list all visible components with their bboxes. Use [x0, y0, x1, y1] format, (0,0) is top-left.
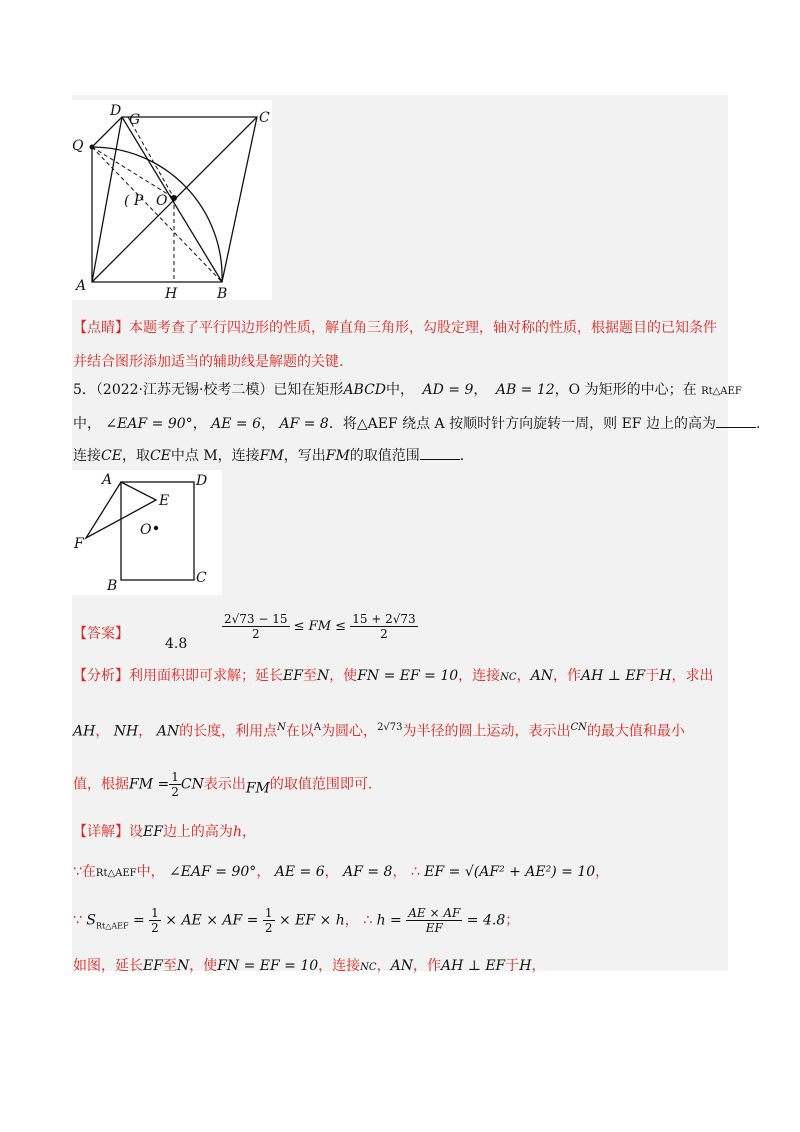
analysis-line-1: 【分析】利用面积即可求解；延长EF至N，使FN = EF = 10，连接NC，AN，作AH ⊥ EF于H，求出: [73, 668, 714, 684]
detail-line-2: ∵在Rt△AEF中， ∠EAF = 90°， AE = 6， AF = 8， ∴ EF = √(AF² + AE²) = 10，: [73, 864, 610, 880]
answer-range: $\frac{2√73 - 15}{2}$ ≤ FM ≤ $\frac{15 + 2√73}{2}$: [224, 612, 416, 641]
detail-line-3: ∵ $S_{Rt\triangle AEF}$ = $\frac{1}{2}$ × AE × AF = $\frac{1}{2}$ × EF × h， ∴ h = $\frac{AE \times AF}{EF}$ = 4.8；: [73, 906, 520, 935]
label-a: A: [76, 278, 87, 294]
comment-tag: 【点睛】: [73, 320, 129, 336]
because-symbol: ∵: [73, 912, 82, 929]
analysis-line-3: 值，根据FM = $\frac{1}{2}$ CN表示出FM的取值范围即可.: [73, 770, 373, 799]
detail-line-1: 【详解】设EF边上的高为h，: [73, 824, 256, 840]
geometry-figure-parallelogram: [72, 100, 272, 300]
answer-value-1: 4.8: [165, 636, 188, 652]
label-a: A: [102, 472, 113, 488]
label-d: D: [196, 473, 208, 489]
point-o: [154, 526, 158, 530]
label-d: D: [110, 103, 122, 119]
label-c: C: [196, 570, 207, 586]
comment-line-2: 并结合图形添加适当的辅助线是解题的关键.: [73, 354, 344, 370]
label-b: B: [107, 578, 118, 594]
point-o: [171, 195, 177, 201]
answer-blank-2[interactable]: [420, 445, 460, 460]
therefore-symbol: ∴: [410, 864, 420, 880]
detail-tag: 【详解】: [73, 824, 129, 840]
label-e: E: [159, 493, 170, 509]
label-b: B: [217, 286, 228, 300]
label-o: O: [140, 522, 152, 538]
therefore-symbol: ∴: [363, 912, 373, 929]
answer-tag: 【答案】: [73, 626, 129, 642]
comment-line-1: 【点睛】本题考查了平行四边形的性质，解直角三角形，勾股定理，轴对称的性质，根据题目的已知条件: [73, 320, 717, 336]
problem-line-3: 连接CE，取CE中点 M，连接FM，写出FM的取值范围 .: [73, 445, 464, 466]
because-symbol: ∵: [73, 864, 82, 880]
answer-blank-1[interactable]: [716, 413, 756, 428]
analysis-line-2: AH， NH， AN的长度，利用点$^N$在以$^A$为圆心，$^{2√73}$为半径的圆上运动，表示出$^{CN}$的最大值和最小: [73, 722, 685, 740]
label-g: G: [129, 112, 141, 128]
point-q: [90, 145, 95, 150]
label-q: Q: [72, 138, 84, 154]
analysis-tag: 【分析】: [73, 668, 129, 684]
problem-line-1: 5．（2022·江苏无锡·校考二模）已知在矩形ABCD中， AD = 9， AB = 12，O 为矩形的中心；在 Rt△AEF: [73, 382, 742, 398]
detail-line-4: 如图，延长EF至N，使FN = EF = 10，连接NC，AN，作AH ⊥ EF于H，: [73, 958, 546, 974]
label-o: O: [156, 193, 168, 209]
label-f: F: [74, 536, 84, 552]
label-c: C: [259, 110, 270, 126]
label-p: ( P: [124, 193, 144, 209]
geometry-figure-rectangle: [72, 470, 222, 595]
problem-line-2: 中， ∠EAF = 90°， AE = 6， AF = 8．将△AEF 绕点 A 按顺时针方向旋转一周，则 EF 边上的高为 .: [73, 413, 760, 434]
label-h: H: [165, 286, 178, 300]
